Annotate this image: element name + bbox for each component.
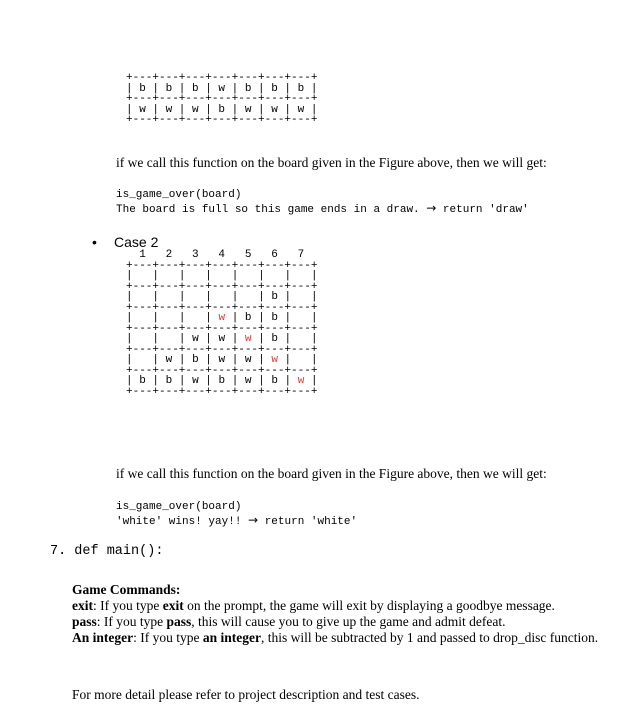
board-border: +---+---+---+---+---+---+---+: [126, 343, 318, 356]
case2-description: if we call this function on the board given in the Figure above, then we will get:: [116, 466, 547, 481]
board-cell: w: [244, 354, 252, 366]
pass-command: pass: If you type pass, this will cause you to give up the game and admit defeat.: [72, 614, 506, 629]
game-commands: [72, 582, 624, 646]
board-border: +---+---+---+---+---+---+---+: [126, 364, 318, 377]
board-border: +---+---+---+---+---+---+---+: [126, 259, 318, 272]
board-border: +---+---+---+---+---+---+---+: [126, 301, 318, 314]
board-line: +---+---+---+---+---+---+---+: [126, 114, 318, 126]
case2-code: [116, 501, 357, 529]
case2-board-diagram: 1 2 3 4 5 6 7 +---+---+---+---+---+---+---+ | | | | | | | | +---+---+---+---+---+---+---+ | | | | | | b | | +---+---+---+---+---+---+---+ | | | | w | b | b | | +---+---+---+---+---+---+---+ | | | w | w | w | b | | +---+---+---+---+---+---+---+ | | w | b | w | w | w | | +---+---+---+---+---+---+---+ | b | b | w | b | w | b | w | +---+---+---+---+---+---+---+: [126, 249, 318, 398]
board-line: +---+---+---+---+---+---+---+: [126, 72, 318, 84]
board-cell: w: [192, 375, 199, 387]
case1-code: [116, 189, 529, 217]
board-cell: b: [271, 333, 278, 345]
board-cell: w: [218, 312, 226, 324]
case1-result: The board is full so this game ends in a draw.: [116, 204, 427, 216]
board-line: | w | w | w | b | w | w | w |: [126, 103, 318, 116]
more-detail-note: For more detail please refer to project description and test cases.: [72, 687, 420, 702]
board-cell: b: [192, 354, 199, 366]
board-cell: w: [244, 375, 252, 387]
case1-description: if we call this function on the board given in the Figure above, then we will get:: [116, 155, 547, 170]
commands-title: Game Commands:: [72, 582, 181, 597]
case2-call: is_game_over(board): [116, 501, 242, 513]
bullet-icon: •: [92, 234, 97, 250]
main-function-header: 7. def main():: [50, 544, 164, 559]
case2-heading: [92, 234, 158, 250]
exit-command: exit: If you type exit on the prompt, the game will exit by displaying a goodbye message.: [72, 598, 555, 613]
board-cell: b: [271, 291, 278, 303]
case1-return: return 'draw': [436, 204, 529, 216]
board-line: | b | b | b | w | b | b | b |: [126, 82, 318, 95]
board-cell: w: [218, 354, 226, 366]
board-cell: b: [218, 375, 226, 387]
board-border: +---+---+---+---+---+---+---+: [126, 385, 318, 398]
full-board-diagram: [126, 73, 317, 126]
right-arrow-icon: →: [248, 513, 259, 527]
case2-return: return 'white': [258, 516, 358, 528]
case1-call: is_game_over(board): [116, 189, 242, 201]
board-cell: b: [165, 375, 173, 387]
board-cell: b: [139, 375, 146, 387]
board-border: +---+---+---+---+---+---+---+: [126, 322, 318, 335]
board-cell: w: [244, 333, 252, 345]
integer-command: An integer: If you type an integer, this will be subtracted by 1 and passed to drop_disc function.: [72, 630, 599, 645]
board-cell: w: [165, 354, 173, 366]
board-cell: w: [271, 354, 278, 366]
board-cell: w: [297, 375, 305, 387]
case2-label: Case 2: [114, 234, 159, 250]
board-cell: w: [192, 333, 199, 345]
column-numbers: 1 2 3 4 5 6 7: [126, 249, 305, 261]
board-cell: b: [244, 312, 252, 324]
board-cell: b: [271, 312, 278, 324]
board-cell: w: [218, 333, 226, 345]
board-line: +---+---+---+---+---+---+---+: [126, 93, 318, 105]
right-arrow-icon: →: [426, 201, 437, 215]
board-border: +---+---+---+---+---+---+---+: [126, 280, 318, 293]
case2-result: 'white' wins! yay!!: [116, 516, 249, 528]
board-cell: b: [271, 375, 278, 387]
